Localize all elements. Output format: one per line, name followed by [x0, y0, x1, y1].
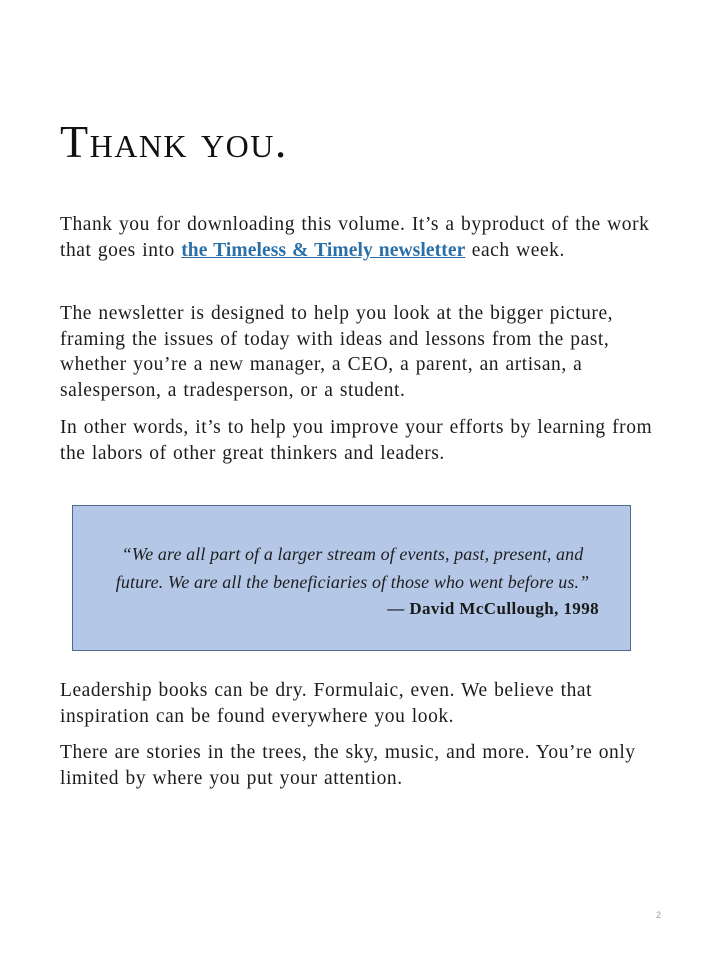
newsletter-description-paragraph: The newsletter is designed to help you look at the bigger picture, framing the issues of today with ideas and lessons from the past, whether you’re a new manager, a CEO, a parent, an artisan, a salesperson, a tradesperson, or a student.: [60, 303, 614, 401]
quote-box: [72, 505, 631, 651]
quote-attribution: — David McCullough, 1998: [387, 599, 599, 618]
page-number: 2: [655, 910, 661, 920]
purpose-paragraph: In other words, it’s to help you improve your efforts by learning from the labors of other great thinkers and leaders.: [60, 417, 653, 464]
quote-line-2: future. We are all the beneficiaries of those who went before us.”: [115, 572, 590, 592]
quote-text: [73, 540, 632, 596]
intro-paragraph: [60, 212, 670, 263]
stories-paragraph: There are stories in the trees, the sky, music, and more. You’re only limited by where you put your attention.: [60, 742, 636, 789]
intro-text-end: each week.: [465, 239, 565, 261]
intro-text-start: Thank you for downloading this volume. It’s a byproduct of the work that goes into: [60, 214, 650, 261]
page-title: Thank you.: [60, 116, 288, 167]
leadership-books-paragraph: Leadership books can be dry. Formulaic, even. We believe that inspiration can be found everywhere you look.: [60, 680, 593, 727]
quote-line-1: “We are all part of a larger stream of events, past, present, and: [121, 544, 584, 564]
newsletter-link[interactable]: the Timeless & Timely newsletter: [181, 239, 466, 261]
